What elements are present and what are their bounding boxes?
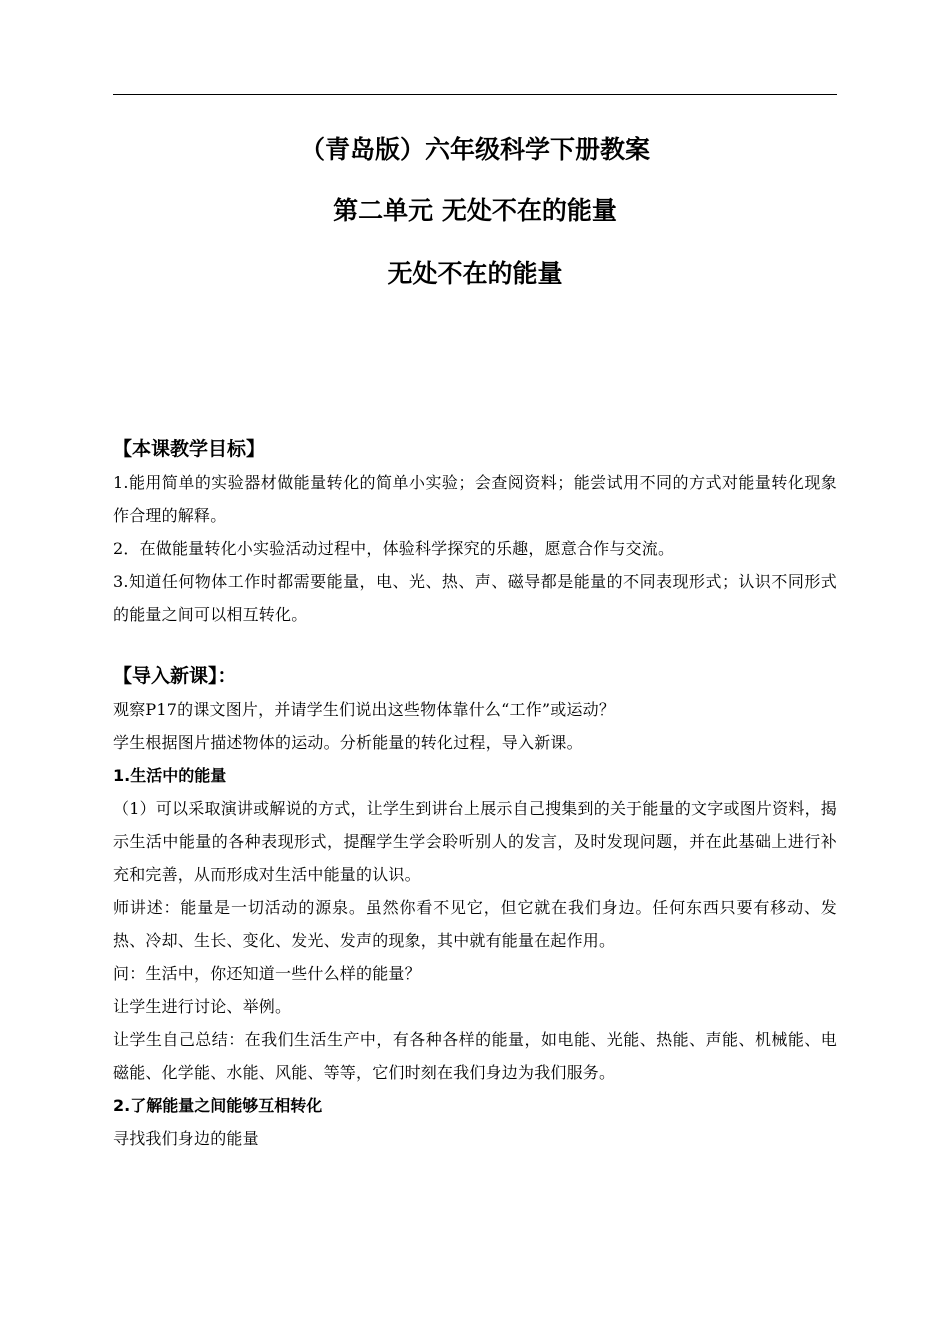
intro-heading: 【导入新课】： <box>113 665 237 687</box>
objective-item-2: 2．在做能量转化小实验活动过程中，体验科学探究的乐趣，愿意合作与交流。 <box>113 539 675 558</box>
lesson-title: 无处不在的能量 <box>387 259 563 288</box>
section-1-title: 1.生活中的能量 <box>113 766 227 785</box>
unit-title: 第二单元 无处不在的能量 <box>333 196 617 225</box>
objective-item-1: 1.能用简单的实验器材做能量转化的简单小实验；会查阅资料；能尝试用不同的方式对能量转化现象作合理的解释。 <box>113 473 837 525</box>
intro-paragraph-2: 学生根据图片描述物体的运动。分析能量的转化过程，导入新课。 <box>113 733 583 752</box>
section-1-paragraph-5: 让学生自己总结：在我们生活生产中，有各种各样的能量，如电能、光能、热能、声能、机械能、电磁能、化学能、水能、风能、等等，它们时刻在我们身边为我们服务。 <box>113 1030 837 1082</box>
section-1-paragraph-3: 问：生活中，你还知道一些什么样的能量？ <box>113 964 421 983</box>
section-2-title: 2.了解能量之间能够互相转化 <box>113 1096 323 1115</box>
document-body <box>113 432 837 1155</box>
section-1-paragraph-1: （1）可以采取演讲或解说的方式，让学生到讲台上展示自己搜集到的关于能量的文字或图片资料，揭示生活中能量的各种表现形式，提醒学生学会聆听别人的发言，及时发现问题，并在此基础上进行补充和完善，从而形成对生活中能量的认识。 <box>113 799 837 884</box>
header-rule <box>113 94 837 95</box>
objectives-heading: 【本课教学目标】 <box>113 438 266 460</box>
section-1-paragraph-2: 师讲述：能量是一切活动的源泉。虽然你看不见它，但它就在我们身边。任何东西只要有移动、发热、冷却、生长、变化、发光、发声的现象，其中就有能量在起作用。 <box>113 898 837 950</box>
objective-item-3: 3.知道任何物体工作时都需要能量，电、光、热、声、磁导都是能量的不同表现形式；认识不同形式的能量之间可以相互转化。 <box>113 572 837 624</box>
document-title: （青岛版）六年级科学下册教案 <box>299 135 650 164</box>
section-1-paragraph-4: 让学生进行讨论、举例。 <box>113 997 292 1016</box>
section-2-paragraph-1: 寻找我们身边的能量 <box>113 1129 259 1148</box>
intro-paragraph-1: 观察P17的课文图片，并请学生们说出这些物体靠什么“工作”或运动？ <box>113 700 616 719</box>
section-gap <box>113 631 837 659</box>
